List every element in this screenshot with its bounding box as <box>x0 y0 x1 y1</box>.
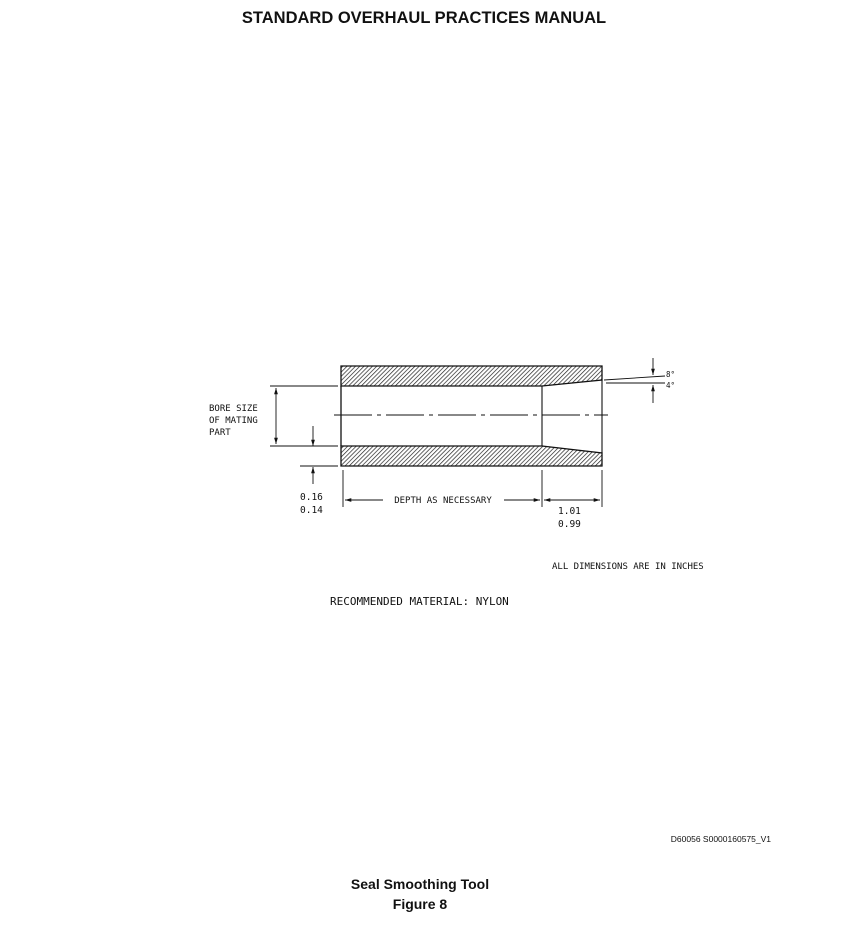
tool-body <box>334 366 608 466</box>
page-header-title: STANDARD OVERHAUL PRACTICES MANUAL <box>241 9 607 27</box>
angle-upper: 8° <box>666 370 676 379</box>
bottom-wall-section <box>341 446 602 466</box>
figure-title: Seal Smoothing Tool <box>350 876 490 892</box>
bore-label-line-1: BORE SIZE <box>209 404 258 414</box>
units-note: ALL DIMENSIONS ARE IN INCHES <box>552 562 704 572</box>
chamfer-len-upper: 1.01 <box>558 506 581 517</box>
bore-label-line-3: PART <box>209 428 231 438</box>
depth-label: DEPTH AS NECESSARY <box>394 496 492 506</box>
wall-dim-lower: 0.14 <box>300 505 323 516</box>
bore-label-line-2: OF MATING <box>209 416 258 426</box>
bore-size-dimension <box>209 386 338 446</box>
depth-dimension <box>343 470 602 530</box>
top-wall-section <box>341 366 602 386</box>
wall-dim-upper: 0.16 <box>300 492 323 503</box>
material-note: RECOMMENDED MATERIAL: NYLON <box>330 595 509 608</box>
angle-lower: 4° <box>666 381 676 390</box>
angle-callout <box>604 358 675 403</box>
chamfer-len-lower: 0.99 <box>558 519 581 530</box>
wall-thickness-dimension <box>300 426 338 516</box>
figure-number: Figure 8 <box>392 896 448 912</box>
drawing-id: D60056 S0000160575_V1 <box>670 834 771 844</box>
